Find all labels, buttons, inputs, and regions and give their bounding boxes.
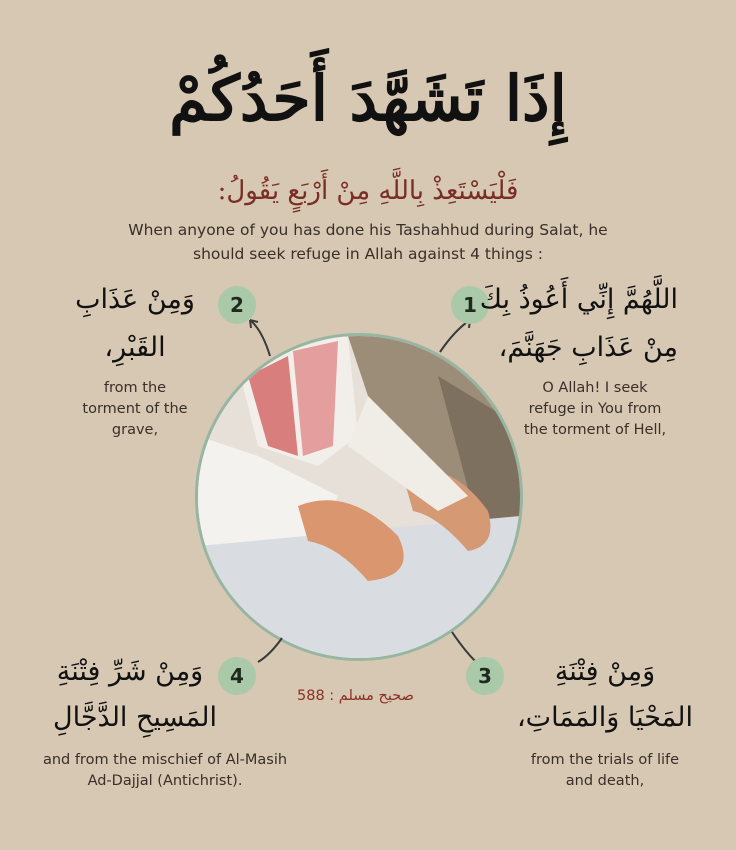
badge-3: 3 (466, 657, 504, 695)
page-title: إِذَا تَشَهَّدَ أَحَدُكُمْ (169, 62, 567, 135)
item-2-arabic-line2: القَبْرِ، (104, 332, 166, 363)
badge-2: 2 (218, 286, 256, 324)
item-3-english: from the trials of life and death, (530, 752, 680, 789)
item-4-arabic-line1: وَمِنْ شَرِّ فِتْنَةِ (56, 656, 204, 687)
item-1-english: O Allah! I seek refuge in You from the torment of Hell, (523, 380, 667, 438)
source-reference: صحيح مسلم : 588 (297, 688, 414, 704)
line-to-4 (258, 638, 282, 662)
item-2-english: from the torment of the grave, (82, 380, 188, 438)
line-to-3 (452, 632, 476, 662)
badge-1: 1 (451, 286, 489, 324)
item-2-arabic-line1: وَمِنْ عَذَابِ (75, 284, 195, 315)
subtitle-arabic: فَلْيَسْتَعِذْ بِاللَّهِ مِنْ أَرْبَعٍ يَقُولُ: (217, 176, 519, 206)
item-4-english: and from the mischief of Al-Masih Ad-Dajjal (Antichrist). (42, 752, 288, 789)
badge-4: 4 (218, 657, 256, 695)
subtitle-english: When anyone of you has done his Tashahhud during Salat, he should seek refuge in Allah against 4 things : (128, 221, 608, 263)
hands-image-icon (198, 336, 520, 658)
item-1-arabic-line1: اللَّهُمَّ إِنِّي أَعُوذُ بِكَ (479, 284, 678, 315)
item-4-arabic-line2: المَسِيحِ الدَّجَّالِ (52, 702, 218, 733)
item-3-arabic-line1: وَمِنْ فِتْنَةِ (554, 656, 656, 687)
arrow-to-1 (440, 320, 470, 352)
arrow-to-2 (250, 320, 270, 356)
item-3-arabic-line2: المَحْيَا وَالمَمَاتِ، (516, 702, 694, 733)
item-1-arabic-line2: مِنْ عَذَابِ جَهَنَّمَ، (498, 332, 678, 363)
prayer-hands-illustration (195, 333, 523, 661)
